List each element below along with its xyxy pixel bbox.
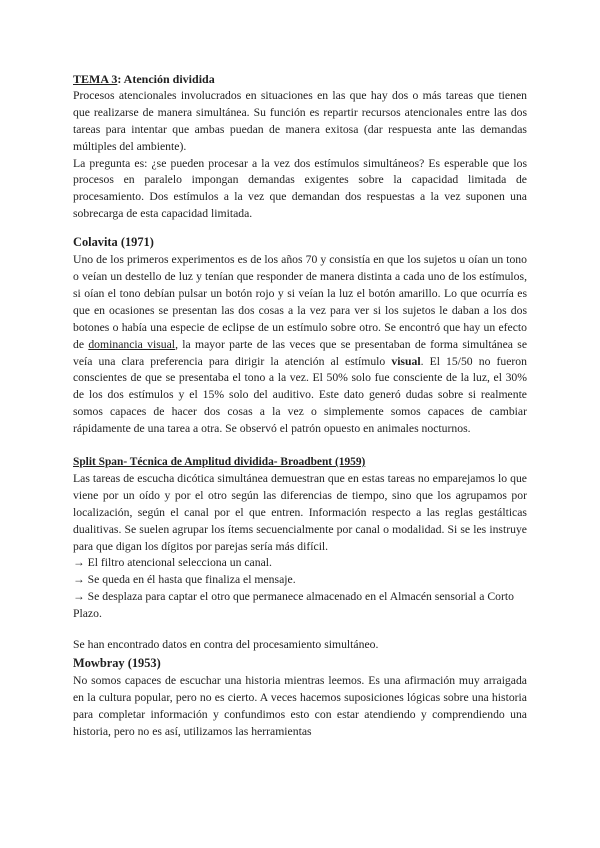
- colavita-paragraph: [73, 252, 527, 438]
- colavita-underlined: dominancia visual: [88, 337, 176, 351]
- intro-paragraph-1: Procesos atencionales involucrados en situaciones en las que hay dos o más tareas que tienen que realizarse de manera simultánea. Su función es repartir recursos atencionales entre las dos tareas para intentar que ambas puedan de manera exitosa (dar respuesta ante las demandas múltiples del ambiente).: [73, 88, 527, 153]
- split-span-paragraph: Las tareas de escucha dicótica simultánea demuestran que en estas tareas no emparejamos lo que viene por un oído y por el otro según las diferencias de tiempo, sino que los agrupamos por localización, según el canal por el que entren. Información respecto a las reglas gestálticas dualitivas. Se suelen agrupar los ítems secuencialmente por canal o modalidad. Si se les instruye para que digan los dígitos por parejas sería más difícil.: [73, 471, 527, 553]
- colavita-text-b: , la mayor parte de las veces que se presentaban de forma simultánea se veía una clara preferencia para dirigir la atención al estímulo: [73, 337, 528, 368]
- title-prefix: TEMA 3: [73, 72, 118, 86]
- mowbray-heading: Mowbray (1953): [73, 656, 161, 670]
- split-span-bullet-2: → Se queda en él hasta que finaliza el mensaje.: [73, 573, 296, 587]
- contra-paragraph: Se han encontrado datos en contra del procesamiento simultáneo.: [73, 638, 379, 652]
- split-span-bullet-3: → Se desplaza para captar el otro que permanece almacenado en el Almacén sensorial a Corto Plazo.: [73, 590, 515, 621]
- page-title: [73, 71, 527, 88]
- colavita-bold: visual: [391, 354, 421, 368]
- mowbray-paragraph: No somos capaces de escuchar una historia mientras leemos. Es una afirmación muy arraigada en la cultura popular, pero no es cierto. A veces hacemos suposiciones lógicas sobre una historia para completar información y confundimos esto con estar atendiendo y comprendiendo una historia, pero no es así, utilizamos las herramientas: [73, 673, 527, 738]
- intro-paragraph-2: La pregunta es: ¿se pueden procesar a la vez dos estímulos simultáneos? Es esperable que los procesos en paralelo impongan demandas exigentes sobre la capacidad limitada de procesamiento. Dos estímulos a la vez que demandan dos respuestas a la vez suponen una sobrecarga de esta capacidad limitada.: [73, 156, 527, 221]
- split-span-bullet-1: → El filtro atencional selecciona un canal.: [73, 556, 272, 570]
- title-rest: : Atención dividida: [117, 72, 215, 86]
- colavita-text-a: Uno de los primeros experimentos es de los años 70 y consistía en que los sujetos u oían un tono o veían un destello de luz y tenían que responder de manera distinta a cada uno de los estímulos, si oían el tono debían pulsar un botón rojo y si veían la luz el botón amarillo. Lo que ocurría es que en ocasiones se presentan las dos cosas a la vez para ver si los sujetos le daban a los dos botones o había una especie de eclipse de un estímulo sobre otro. Se encontró que hay un efecto de: [73, 253, 527, 351]
- colavita-text-c: . El 15/50 no fueron conscientes de que se presentaba el tono a la vez. El 50% solo fue consciente de la luz, el 30% de los dos estímulos y el 15% solo del auditivo. Este dato generó dudas sobre si realmente somos capaces de hacer dos cosas a la vez o simplemente somos capaces de cambiar rápidamente de una tarea a otra. Se observó el patrón opuesto en animales nocturnos.: [73, 354, 527, 436]
- split-span-heading: Split Span- Técnica de Amplitud dividida- Broadbent (1959): [73, 456, 366, 469]
- colavita-heading: Colavita (1971): [73, 235, 154, 250]
- document-page: [73, 71, 527, 741]
